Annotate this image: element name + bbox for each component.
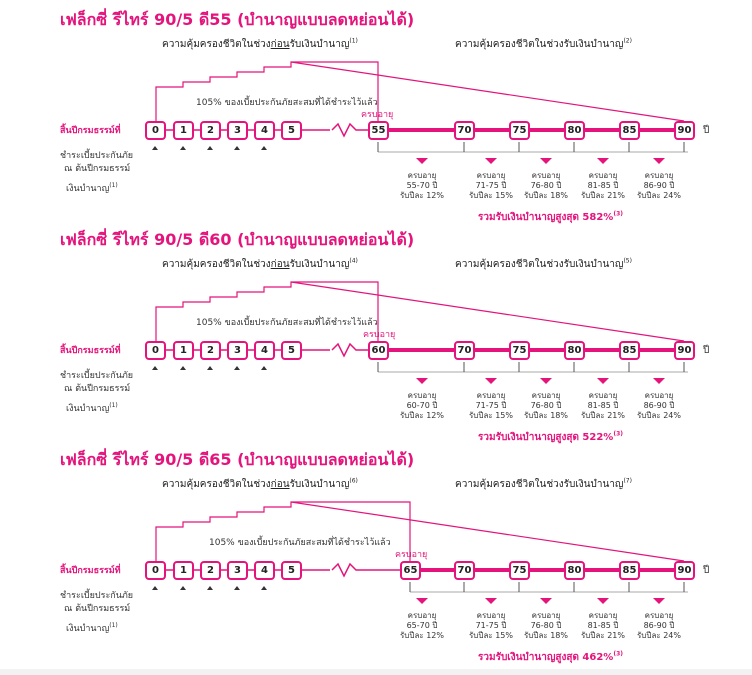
premium-label-2: ณ ต้นปีกรมธรรม์ [64, 384, 131, 394]
annuity-payout-marker [485, 158, 497, 164]
age-box: 90 [674, 121, 695, 140]
annuity-label: เงินบำนาญ$^{(1)}$ [66, 622, 118, 634]
start-age-box: 60 [368, 341, 389, 360]
payout-label-line: รับปีละ 15% [469, 411, 513, 420]
premium-payment-marker [207, 366, 213, 370]
footer-bar [0, 669, 752, 675]
due-age-label: ครบอายุ [395, 550, 428, 560]
year-box: 5 [281, 561, 302, 580]
payout-label-line: ครบอายุ [644, 611, 674, 620]
coverage-step-line [156, 62, 378, 121]
year-box: 3 [227, 121, 248, 140]
premium-label-1: ชำระเบี้ยประกันภัย [60, 151, 134, 161]
payout-label-line: รับปีละ 18% [524, 411, 568, 420]
payout-label [573, 171, 633, 201]
payout-label [573, 391, 633, 421]
annuity-payout-marker [597, 158, 609, 164]
age-box: 80 [564, 341, 585, 360]
annuity-payout-marker [540, 378, 552, 384]
payout-label [629, 171, 689, 201]
year-box: 3 [227, 561, 248, 580]
payout-label-line: รับปีละ 24% [637, 191, 681, 200]
annuity-payout-marker [540, 598, 552, 604]
payout-label-line: 86-90 ปี [643, 181, 675, 190]
annuity-payout-marker [597, 378, 609, 384]
coverage-slope-line [291, 502, 684, 561]
payout-label-line: ครบอายุ [476, 611, 506, 620]
coverage-slope-line [291, 62, 684, 121]
payout-label-line: ครบอายุ [531, 171, 561, 180]
payout-label-line: 65-70 ปี [406, 621, 438, 630]
payout-label-line: ครบอายุ [407, 611, 437, 620]
annuity-payout-marker [653, 598, 665, 604]
year-unit-label: ปี [703, 125, 710, 136]
premium-payment-marker [234, 366, 240, 370]
policy-year-label: สิ้นปีกรมธรรม์ที่ [60, 126, 121, 136]
annuity-payout-marker [540, 158, 552, 164]
payout-label [516, 171, 576, 201]
year-box: 1 [173, 561, 194, 580]
payout-label-line: รับปีละ 21% [581, 191, 625, 200]
year-box: 0 [145, 121, 166, 140]
refund-note: 105% ของเบี้ยประกันภัยสะสมที่ได้ชำระไว้แล้ว [209, 538, 391, 548]
policy-year-label: สิ้นปีกรมธรรม์ที่ [60, 566, 121, 576]
coverage-slope-line [291, 282, 684, 341]
plan-title: เฟล็กซี่ รีไทร์ 90/5 ดี60 (บำนาญแบบลดหย่อนได้) [60, 230, 415, 249]
age-box: 85 [619, 561, 640, 580]
annuity-payout-marker [597, 598, 609, 604]
payout-label-line: รับปีละ 15% [469, 631, 513, 640]
payout-label [461, 611, 521, 641]
premium-payment-marker [207, 586, 213, 590]
payout-label-line: รับปีละ 21% [581, 411, 625, 420]
payout-label-line: ครบอายุ [644, 171, 674, 180]
coverage-before-heading: ความคุ้มครองชีวิตในช่วงก่อนรับเงินบำนาญ$^{(6)}$ [162, 477, 358, 490]
annuity-payout-marker [653, 158, 665, 164]
age-box: 75 [509, 561, 530, 580]
premium-payment-marker [180, 146, 186, 150]
coverage-step-line [156, 282, 378, 341]
policy-year-label: สิ้นปีกรมธรรม์ที่ [60, 346, 121, 356]
start-age-box: 65 [400, 561, 421, 580]
payout-label-line: ครบอายุ [531, 611, 561, 620]
premium-label-2: ณ ต้นปีกรมธรรม์ [64, 604, 131, 614]
premium-payment-marker [180, 366, 186, 370]
due-age-label: ครบอายุ [363, 330, 396, 340]
payout-label-line: รับปีละ 12% [400, 191, 444, 200]
payout-label [629, 611, 689, 641]
payout-label [392, 171, 452, 201]
plan-panel [0, 0, 752, 225]
payout-label [461, 171, 521, 201]
due-age-label: ครบอายุ [361, 110, 394, 120]
payout-label-line: รับปีละ 18% [524, 191, 568, 200]
payout-label-line: 55-70 ปี [406, 181, 438, 190]
premium-label-1: ชำระเบี้ยประกันภัย [60, 371, 134, 381]
payout-label-line: ครบอายุ [407, 171, 437, 180]
plan-title: เฟล็กซี่ รีไทร์ 90/5 ดี55 (บำนาญแบบลดหย่อนได้) [60, 10, 415, 29]
annuity-payout-marker [485, 378, 497, 384]
payout-label-line: รับปีละ 24% [637, 631, 681, 640]
year-box: 5 [281, 341, 302, 360]
premium-payment-marker [152, 586, 158, 590]
payout-label [392, 391, 452, 421]
year-unit-label: ปี [703, 345, 710, 356]
year-box: 4 [254, 561, 275, 580]
year-box: 2 [200, 341, 221, 360]
payout-label-line: ครบอายุ [588, 391, 618, 400]
payout-label-line: ครบอายุ [407, 391, 437, 400]
age-box: 80 [564, 561, 585, 580]
year-box: 1 [173, 341, 194, 360]
premium-payment-marker [261, 146, 267, 150]
annuity-payout-marker [416, 378, 428, 384]
payout-label-line: รับปีละ 18% [524, 631, 568, 640]
year-box: 2 [200, 561, 221, 580]
total-annuity: รวมรับเงินบำนาญสูงสุด 462%$^{(3)}$ [478, 650, 623, 663]
payout-label-line: 86-90 ปี [643, 401, 675, 410]
age-box: 75 [509, 121, 530, 140]
payout-label-line: ครบอายุ [644, 391, 674, 400]
total-annuity: รวมรับเงินบำนาญสูงสุด 522%$^{(3)}$ [478, 430, 623, 443]
year-unit-label: ปี [703, 565, 710, 576]
payout-label-line: รับปีละ 12% [400, 411, 444, 420]
age-box: 70 [454, 561, 475, 580]
premium-label-1: ชำระเบี้ยประกันภัย [60, 591, 134, 601]
payout-label-line: ครบอายุ [588, 611, 618, 620]
age-box: 85 [619, 341, 640, 360]
payout-label-line: รับปีละ 15% [469, 191, 513, 200]
premium-payment-marker [180, 586, 186, 590]
payout-label [461, 391, 521, 421]
premium-payment-marker [261, 586, 267, 590]
timeline-break [332, 124, 373, 136]
coverage-during-heading: ความคุ้มครองชีวิตในช่วงรับเงินบำนาญ$^{(7)}$ [455, 477, 632, 490]
premium-payment-marker [207, 146, 213, 150]
annuity-payout-marker [416, 158, 428, 164]
payout-label-line: 60-70 ปี [406, 401, 438, 410]
payout-label-line: 81-85 ปี [587, 401, 619, 410]
premium-payment-marker [261, 366, 267, 370]
coverage-during-heading: ความคุ้มครองชีวิตในช่วงรับเงินบำนาญ$^{(5)}$ [455, 257, 632, 270]
payout-label-line: 76-80 ปี [530, 621, 562, 630]
refund-note: 105% ของเบี้ยประกันภัยสะสมที่ได้ชำระไว้แล้ว [196, 98, 378, 108]
annuity-payout-marker [653, 378, 665, 384]
year-box: 4 [254, 341, 275, 360]
year-box: 0 [145, 341, 166, 360]
payout-label-line: รับปีละ 12% [400, 631, 444, 640]
payout-label-line: 71-75 ปี [475, 621, 507, 630]
payout-label-line: 71-75 ปี [475, 401, 507, 410]
coverage-during-heading: ความคุ้มครองชีวิตในช่วงรับเงินบำนาญ$^{(2)}$ [455, 37, 632, 50]
age-box: 85 [619, 121, 640, 140]
annuity-label: เงินบำนาญ$^{(1)}$ [66, 402, 118, 414]
year-box: 4 [254, 121, 275, 140]
payout-label [516, 611, 576, 641]
payout-label-line: 76-80 ปี [530, 181, 562, 190]
age-box: 70 [454, 341, 475, 360]
age-box: 90 [674, 561, 695, 580]
annuity-payout-marker [485, 598, 497, 604]
timeline-break [332, 344, 373, 356]
payout-label-line: 81-85 ปี [587, 621, 619, 630]
premium-payment-marker [234, 146, 240, 150]
annuity-label: เงินบำนาญ$^{(1)}$ [66, 182, 118, 194]
start-age-box: 55 [368, 121, 389, 140]
payout-label-line: 76-80 ปี [530, 401, 562, 410]
coverage-before-heading: ความคุ้มครองชีวิตในช่วงก่อนรับเงินบำนาญ$^{(4)}$ [162, 257, 358, 270]
payout-label-line: 81-85 ปี [587, 181, 619, 190]
premium-payment-marker [152, 366, 158, 370]
plan-title: เฟล็กซี่ รีไทร์ 90/5 ดี65 (บำนาญแบบลดหย่อนได้) [60, 450, 415, 469]
payout-label-line: ครบอายุ [476, 171, 506, 180]
plan-panel [0, 220, 752, 445]
refund-note: 105% ของเบี้ยประกันภัยสะสมที่ได้ชำระไว้แล้ว [196, 318, 378, 328]
age-box: 80 [564, 121, 585, 140]
payout-label-line: ครบอายุ [531, 391, 561, 400]
coverage-step-line [156, 502, 410, 561]
year-box: 0 [145, 561, 166, 580]
premium-payment-marker [152, 146, 158, 150]
payout-label [516, 391, 576, 421]
payout-label-line: ครบอายุ [588, 171, 618, 180]
premium-payment-marker [234, 586, 240, 590]
payout-label [392, 611, 452, 641]
payout-label-line: รับปีละ 21% [581, 631, 625, 640]
payout-label-line: 86-90 ปี [643, 621, 675, 630]
coverage-before-heading: ความคุ้มครองชีวิตในช่วงก่อนรับเงินบำนาญ$^{(1)}$ [162, 37, 358, 50]
payout-label [629, 391, 689, 421]
age-box: 90 [674, 341, 695, 360]
payout-label [573, 611, 633, 641]
age-box: 70 [454, 121, 475, 140]
payout-label-line: ครบอายุ [476, 391, 506, 400]
plan-panel [0, 440, 752, 665]
annuity-payout-marker [416, 598, 428, 604]
premium-label-2: ณ ต้นปีกรมธรรม์ [64, 164, 131, 174]
total-annuity: รวมรับเงินบำนาญสูงสุด 582%$^{(3)}$ [478, 210, 623, 223]
age-box: 75 [509, 341, 530, 360]
year-box: 1 [173, 121, 194, 140]
payout-label-line: 71-75 ปี [475, 181, 507, 190]
year-box: 2 [200, 121, 221, 140]
payout-label-line: รับปีละ 24% [637, 411, 681, 420]
year-box: 3 [227, 341, 248, 360]
year-box: 5 [281, 121, 302, 140]
timeline-break [332, 564, 405, 576]
